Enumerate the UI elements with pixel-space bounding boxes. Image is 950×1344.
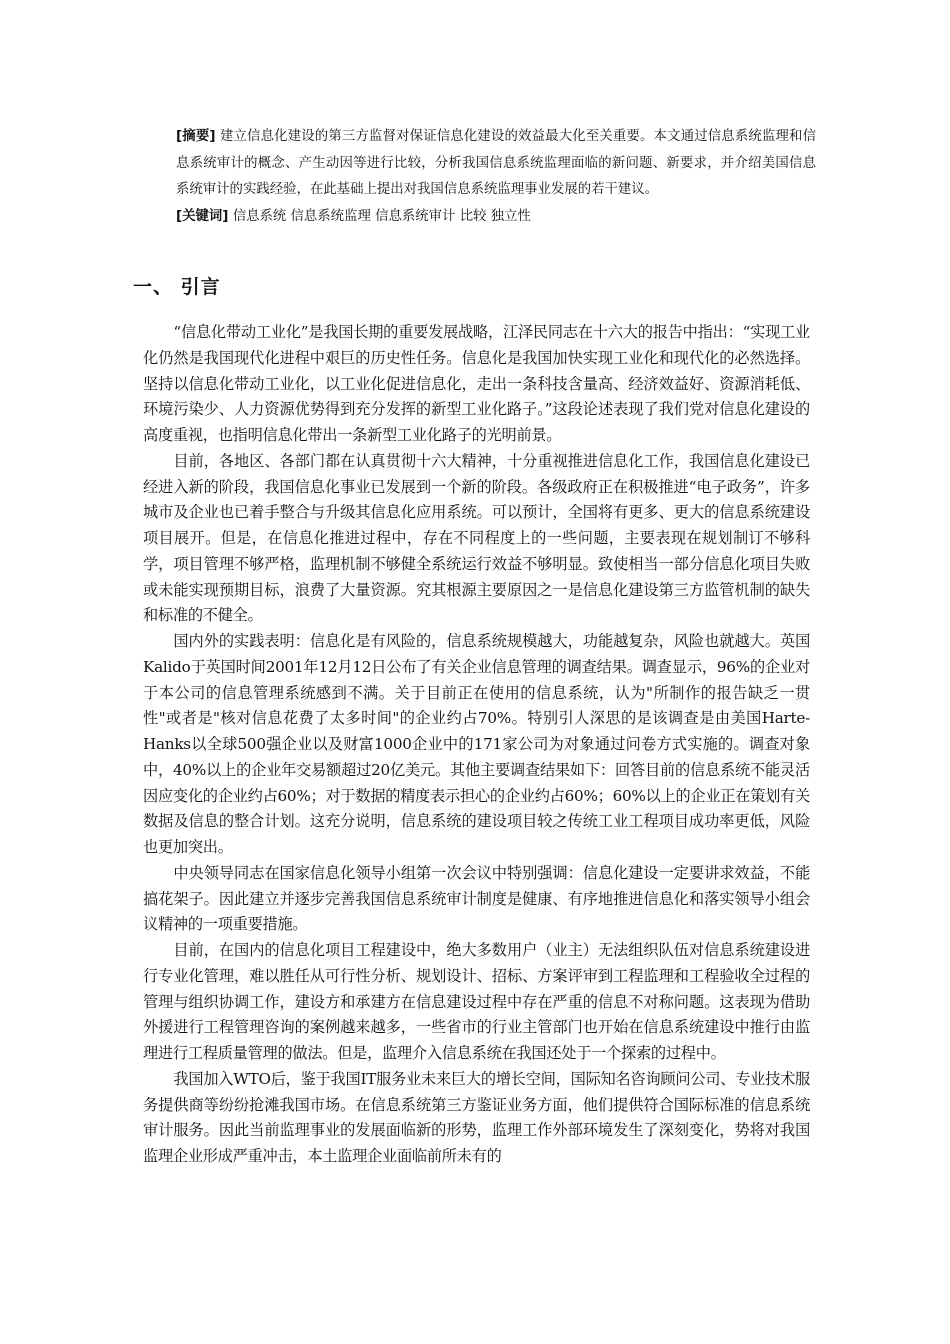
abstract-label: [摘要]: [176, 129, 216, 144]
body-text: [143, 320, 810, 1170]
body-paragraph: 目前，各地区、各部门都在认真贯彻十六大精神，十分重视推进信息化工作，我国信息化建设已经进入新的阶段，我国信息化事业已发展到一个新的阶段。各级政府正在积极推进“电子政务”，许多城市及企业也已着手整合与升级其信息化应用系统。可以预计，全国将有更多、更大的信息系统建设项目展开。但是，在信息化推进过程中，存在不同程度上的一些问题，主要表现在规划制订不够科学，项目管理不够严格，监理机制不够健全系统运行效益不够明显。致使相当一部分信息化项目失败或未能实现预期目标，浪费了大量资源。究其根源主要原因之一是信息化建设第三方监管机制的缺失和标准的不健全。: [143, 451, 810, 625]
keywords-label: [关键词]: [176, 208, 229, 224]
body-paragraph: 我国加入WTO后，鉴于我国IT服务业未来巨大的增长空间，国际知名咨询顾问公司、专业技术服务提供商等纷纷抢滩我国市场。在信息系统第三方鉴证业务方面，他们提供符合国际标准的信息系统审计服务。因此当前监理事业的发展面临新的形势，监理工作外部环境发生了深刻变化，势将对我国监理企业形成严重冲击，本土监理企业面临前所未有的: [143, 1069, 810, 1165]
keywords-text: 信息系统 信息系统监理 信息系统审计 比较 独立性: [232, 208, 531, 224]
body-paragraph: 中央领导同志在国家信息化领导小组第一次会议中特别强调：信息化建设一定要讲求效益，不能搞花架子。因此建立并逐步完善我国信息系统审计制度是健康、有序地推进信息化和落实领导小组会议精神的一项重要措施。: [143, 863, 810, 934]
body-paragraph: “信息化带动工业化”是我国长期的重要发展战略，江泽民同志在十六大的报告中指出：“实现工业化仍然是我国现代化进程中艰巨的历史性任务。信息化是我国加快实现工业化和现代化的必然选择。坚持以信息化带动工业化，以工业化促进信息化，走出一条科技含量高、经济效益好、资源消耗低、环境污染少、人力资源优势得到充分发挥的新型工业化路子。”这段论述表现了我们党对信息化建设的高度重视，也指明信息化带出一条新型工业化路子的光明前景。: [143, 323, 810, 444]
abstract-block: [176, 124, 816, 230]
body-paragraph: 目前，在国内的信息化项目工程建设中，绝大多数用户（业主）无法组织队伍对信息系统建设进行专业化管理，难以胜任从可行性分析、规划设计、招标、方案评审到工程监理和工程验收全过程的管理与组织协调工作，建设方和承建方在信息建设过程中存在严重的信息不对称问题。这表现为借助外援进行工程管理咨询的案例越来越多，一些省市的行业主管部门也开始在信息系统建设中推行由监理进行工程质量管理的做法。但是，监理介入信息系统在我国还处于一个探索的过程中。: [143, 941, 810, 1062]
abstract-paragraph: [176, 124, 816, 204]
section-heading: 一、 引言: [133, 276, 221, 298]
keywords-paragraph: [176, 204, 816, 231]
abstract-text: 建立信息化建设的第三方监督对保证信息化建设的效益最大化至关重要。本文通过信息系统监理和信息系统审计的概念、产生动因等进行比较，分析我国信息系统监理面临的新问题、新要求，并介绍美国信息系统审计的实践经验，在此基础上提出对我国信息系统监理事业发展的若干建议。: [176, 129, 816, 198]
body-paragraph: 国内外的实践表明：信息化是有风险的，信息系统规模越大，功能越复杂，风险也就越大。英国Kalido于英国时间2001年12月12日公布了有关企业信息管理的调查结果。调查显示，96%的企业对于本公司的信息管理系统感到不满。关于目前正在使用的信息系统，认为"所制作的报告缺乏一贯性"或者是"核对信息花费了太多时间"的企业约占70%。特别引人深思的是该调查是由美国Harte-Hanks以全球500强企业以及财富1000企业中的171家公司为对象通过问卷方式实施的。调查对象中，40%以上的企业年交易额超过20亿美元。其他主要调查结果如下：回答目前的信息系统不能灵活因应变化的企业约占60%；对于数据的精度表示担心的企业约占60%；60%以上的企业正在策划有关数据及信息的整合计划。这充分说明，信息系统的建设项目较之传统工业工程项目成功率更低，风险也更加突出。: [143, 632, 810, 856]
